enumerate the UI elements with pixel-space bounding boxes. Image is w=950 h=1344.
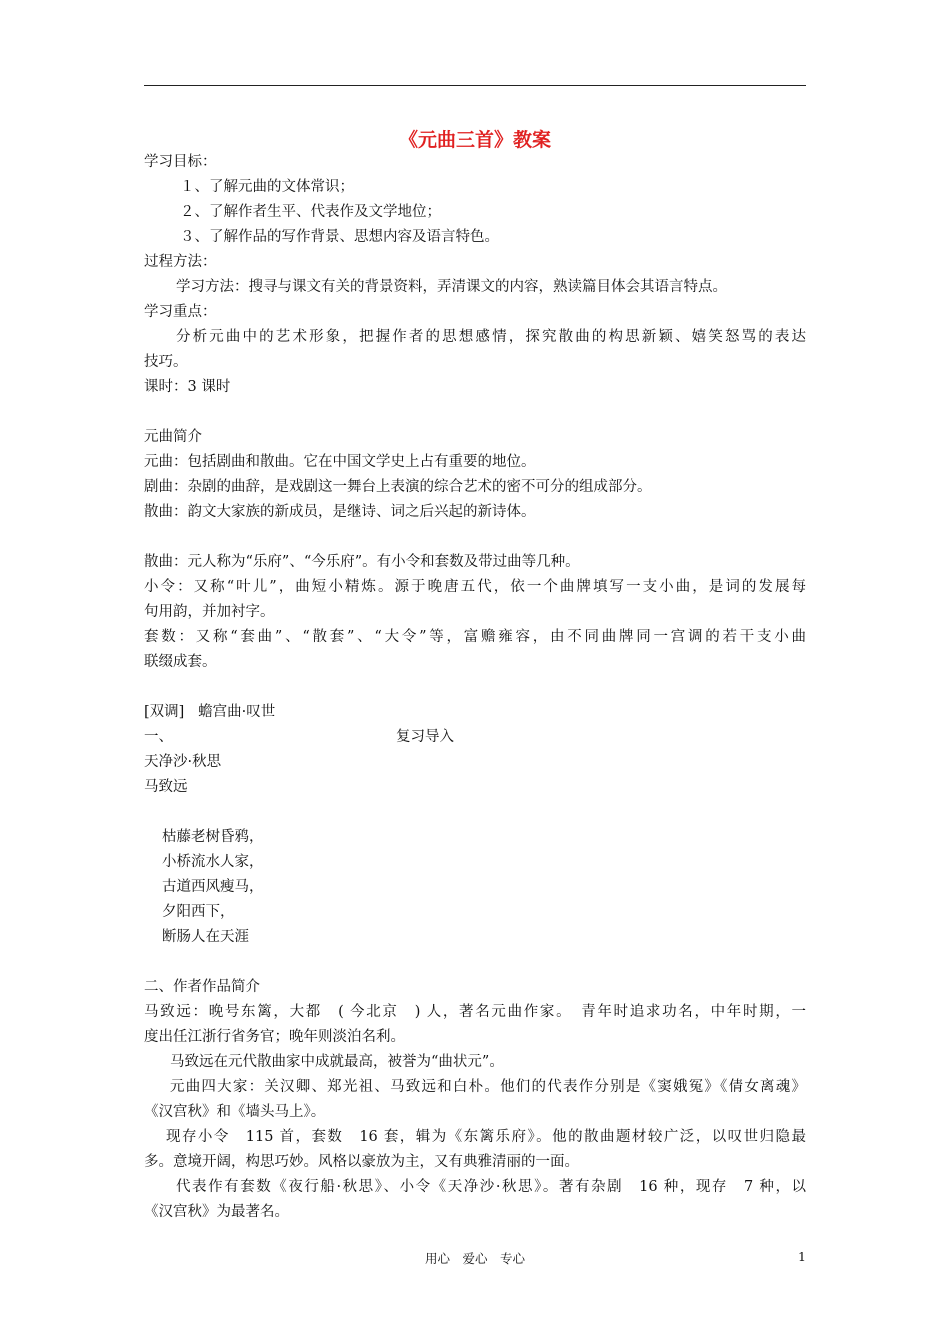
paragraph-line: 联缀成套。: [144, 654, 217, 670]
poem-title: [双调] 蟾宫曲·叹世: [144, 704, 276, 720]
paragraph-line: 套数：又称“套曲”、“散套”、“大令”等，富赡雍容，由不同曲牌同一宫调的若干支小曲: [144, 629, 806, 645]
paragraph-line: 句用韵，并加衬字。: [144, 604, 275, 620]
section-heading: 二、作者作品简介: [144, 979, 260, 995]
page-footer: 用心 爱心 专心: [424, 1251, 525, 1266]
paragraph-line: 度出任江浙行省务官；晚年则淡泊名利。: [144, 1029, 405, 1045]
header-rule: [144, 85, 806, 86]
section-heading: 过程方法：: [144, 254, 217, 270]
section-number: 一、: [144, 729, 173, 745]
paragraph-line: 多。意境开阔，构思巧妙。风格以豪放为主，又有典雅清丽的一面。: [144, 1154, 579, 1170]
poem-line: 断肠人在天涯: [162, 929, 249, 945]
poem-author: 马致远: [144, 779, 188, 795]
paragraph-line: 散曲：韵文大家族的新成员，是继诗、词之后兴起的新诗体。: [144, 504, 536, 520]
paragraph-line: 《汉宫秋》和《墙头马上》。: [144, 1104, 326, 1120]
paragraph-line: 剧曲：杂剧的曲辞，是戏剧这一舞台上表演的综合艺术的密不可分的组成部分。: [144, 479, 652, 495]
paragraph-line: 现存小令 115 首，套数 16 套，辑为《东篱乐府》。他的散曲题材较广泛，以叹世归隐最: [166, 1129, 806, 1145]
poem-title: 天净沙·秋思: [144, 754, 222, 770]
paragraph-line: 散曲：元人称为“乐府”、“今乐府”。有小令和套数及带过曲等几种。: [144, 554, 580, 570]
poem-line: 枯藤老树昏鸦，: [162, 829, 264, 845]
poem-line: 古道西风瘦马，: [162, 879, 264, 895]
section-heading: 元曲简介: [144, 429, 202, 445]
poem-line: 小桥流水人家，: [162, 854, 264, 870]
paragraph-line: 代表作有套数《夜行船·秋思》、小令《天净沙·秋思》。著有杂剧 16 种，现存 7 种，以: [176, 1179, 806, 1195]
objective-item: １、了解元曲的文体常识；: [180, 179, 354, 195]
section-heading: 复习导入: [396, 729, 454, 745]
paragraph-line: 技巧。: [144, 354, 188, 370]
section-heading: 学习目标：: [144, 154, 217, 170]
paragraph-line: 《汉宫秋》为最著名。: [144, 1204, 289, 1220]
document-title: 《元曲三首》教案: [398, 129, 551, 151]
page-number: 1: [798, 1249, 806, 1264]
paragraph-line: 元曲：包括剧曲和散曲。它在中国文学史上占有重要的地位。: [144, 454, 536, 470]
paragraph-line: 马致远在元代散曲家中成就最高，被誉为“曲状元”。: [170, 1054, 504, 1070]
section-heading: 学习重点：: [144, 304, 217, 320]
paragraph-line: 课时：3 课时: [144, 379, 231, 395]
poem-line: 夕阳西下，: [162, 904, 235, 920]
paragraph-line: 分析元曲中的艺术形象，把握作者的思想感情，探究散曲的构思新颖、嬉笑怒骂的表达: [176, 329, 806, 345]
paragraph-line: 小令：又称“叶儿”，曲短小精炼。源于晚唐五代，依一个曲牌填写一支小曲，是词的发展每: [144, 579, 806, 595]
paragraph-line: 学习方法：搜寻与课文有关的背景资料，弄清课文的内容，熟读篇目体会其语言特点。: [176, 279, 727, 295]
paragraph-line: 元曲四大家：关汉卿、郑光祖、马致远和白朴。他们的代表作分别是《窦娥冤》《倩女离魂》: [170, 1079, 806, 1095]
objective-item: ２、了解作者生平、代表作及文学地位；: [180, 204, 441, 220]
objective-item: ３、了解作品的写作背景、思想内容及语言特色。: [180, 229, 499, 245]
paragraph-line: 马致远：晚号东篱，大都 ( 今北京 ) 人，著名元曲作家。 青年时追求功名，中年时期，一: [144, 1004, 806, 1020]
